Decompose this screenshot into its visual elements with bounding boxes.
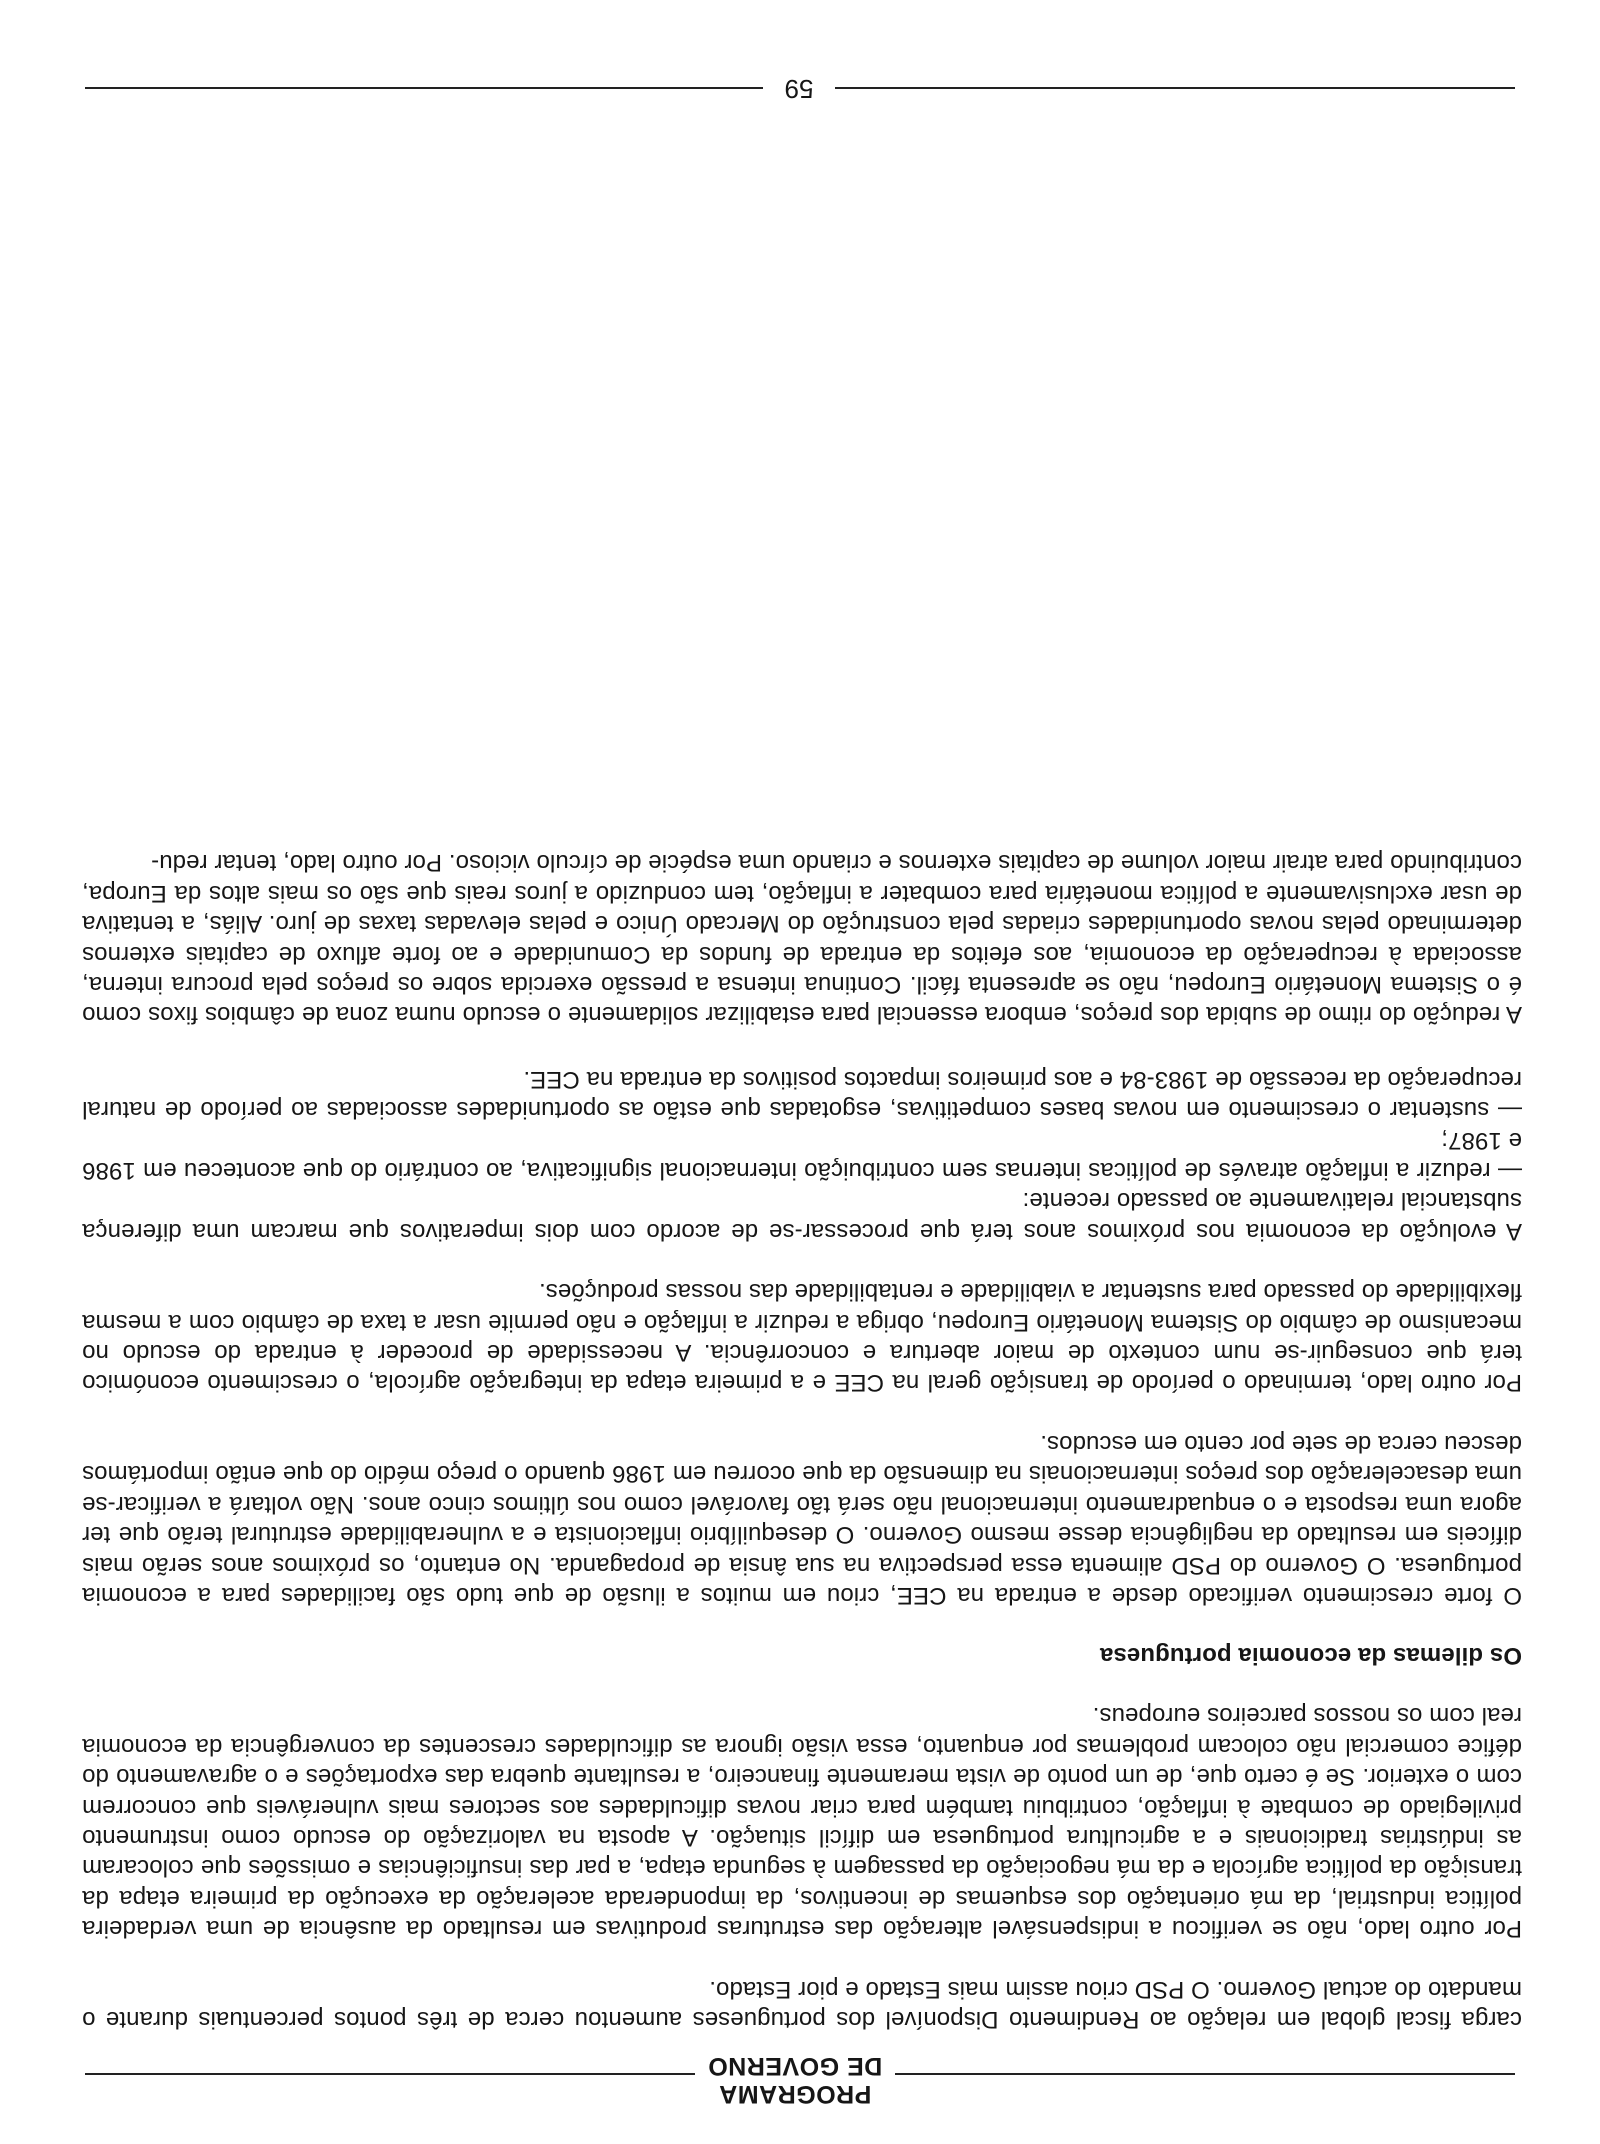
paragraph-two-imperatives: A evolução da economia nos próximos anos terá que processar-se de acordo com dois imperativos que marcam uma diferença substancial relativamente ao passado recente: — [82, 1187, 1522, 1245]
paragraph-transition-period: Por outro lado, terminado o período de transição geral na CEE e a primeira etapa da integração agrícola, o crescimento económico terá que conseguir-se num contexto de maior abertura e concorrência. A necessidade de proceder à entrada do escudo no mecanismo de câmbio do Sistema Monetário Europeu, obriga a reduzir a inflação e não permite usar a taxa de câmbio com a mesma flexibilidade do passado para sustentar a viabilidade e rentabilidade das nossas produções. — [82, 1278, 1522, 1397]
document-body — [82, 817, 1522, 2034]
bullet-reduce-inflation: — reduzir a inflação através de políticas internas sem contribuição internacional significativa, ao contrário do que aconteceu em 1986 e 1987; — [82, 1126, 1522, 1185]
section-heading: Os dilemas da economia portuguesa — [1099, 1641, 1522, 1669]
header-title — [705, 2052, 885, 2108]
bullet-sustain-growth: — sustentar o crescimento em novas bases competitivas, esgotadas que estão as oportunidades associadas ao período de natural recuperação da recessão de 1983-84 e aos primeiros impactos positivos da entrada na CEE. — [82, 1065, 1522, 1124]
paragraph-strong-growth: O forte crescimento verificado desde a entrada na CEE, criou em muitos a ilusão de que tudo são facilidades para a economia portuguesa. O Governo do PSD alimenta essa perspectiva na sua ânsia de propaganda. No entanto, os próximos anos serão mais difíceis em resultado da negligência desse mesmo Governo. O desequilíbrio inflacionista e a vulnerabilidade estrutural terão que ter agora uma resposta e o enquadramento internacional não será tão favorável como nos últimos cinco anos. Não voltará a verificar-se uma desaceleração dos preços internacionais na dimensão da que ocorreu em 1986 quando o preço médio do que então importámos desceu cerca de sete por cento em escudos. — [82, 1429, 1522, 1609]
header-title-line1: PROGRAMA — [718, 2080, 872, 2108]
page-number: 59 — [784, 74, 814, 104]
header-rule-left — [895, 2073, 1515, 2075]
paragraph-price-reduction: A redução do ritmo de subida dos preços, embora essencial para estabilizar solidamente o escudo numa zona de câmbios fixos como é o Sistema Monetário Europeu, não se apresenta fácil. Continua intensa a pressão exercida sobre os preços pela procura interna, associada à recuperação da economia, aos efeitos da entrada de fundos da Comunidade e ao forte afluxo de capitais externos determinado pelas novas oportunidades criadas pela construção do Mercado Único e pelas elevadas taxas de juro. Aliás, a tentativa de usar exclusivamente a política monetária para combater a inflação, tem conduzido a juros reais que são os mais altos da Europa, contribuindo para atrair maior volume de capitais externos e criando uma espécie de círculo vicioso. Por outro lado, tentar redu- — [82, 849, 1522, 1029]
footer-rule-left — [835, 87, 1515, 89]
header-title-line2: DE GOVERNO — [707, 2052, 883, 2080]
paragraph-fiscal-burden: carga fiscal global em relação ao Rendimento Disponível dos portugueses aumentou cerca de três pontos percentuais durante o mandato do actual Governo. O PSD criou assim mais Estado e pior Estado. — [82, 1975, 1522, 2033]
footer-rule-right — [85, 87, 763, 89]
page-header — [85, 2048, 1515, 2108]
paragraph-productive-structures: Por outro lado, não se verificou a indispensável alteração das estruturas produtivas em resultado da ausência de uma verdadeira política industrial, da má orientação dos esquemas de incentivos, da imponderada aceleração da execução da primeira etapa da transição da política agrícola e da má negociação da passagem à segunda etapa, a par das insuficiências e omissões que colocaram as indústrias tradicionais e a agricultura portuguesa em difícil situação. A aposta na valorização do escudo como instrumento privilegiado de combate à inflação, contribuiu também para criar novas dificuldades aos sectores mais vulneráveis que concorrem com o exterior. Se é certo que, de um ponto de vista meramente financeiro, a resultante quebra das exportações e o agravamento do défice comercial não colocam problemas por enquanto, essa visão ignora as dificuldades crescentes da convergência da economia real com os nossos parceiros europeus. — [82, 1702, 1522, 1943]
header-rule-right — [85, 2073, 695, 2075]
page-footer — [85, 68, 1515, 108]
